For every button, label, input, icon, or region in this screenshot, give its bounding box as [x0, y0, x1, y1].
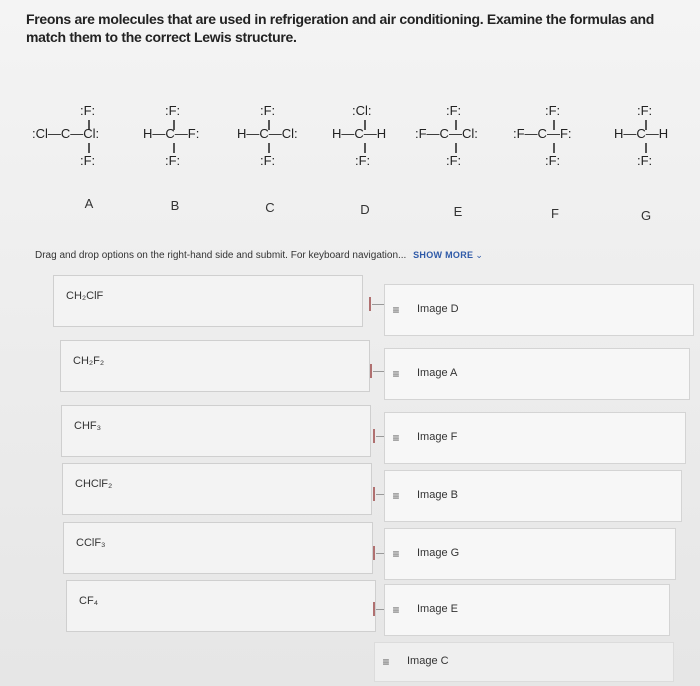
structure-d — [332, 103, 386, 168]
answer-label: Image G — [417, 547, 460, 559]
structure-c — [237, 103, 298, 168]
connector-line — [372, 304, 384, 305]
svg-text::F:: :F: — [355, 153, 371, 168]
answer-card[interactable] — [384, 470, 682, 522]
svg-text::F:: :F: — [545, 153, 561, 168]
structure-g — [614, 103, 668, 168]
drag-handle-icon[interactable]: ≡ — [392, 367, 400, 381]
drag-handle-icon[interactable]: ≡ — [392, 547, 400, 561]
svg-text::F:: :F: — [80, 153, 96, 168]
slot-divider — [373, 429, 375, 443]
svg-text::F:: :F: — [80, 103, 96, 118]
formula-label: CClF₃ — [76, 537, 106, 549]
connector-line — [376, 494, 384, 495]
connector-line — [376, 436, 384, 437]
svg-text::F:: :F: — [165, 103, 181, 118]
formula-slot — [60, 340, 370, 392]
answer-card[interactable] — [384, 584, 670, 636]
formula-slot — [63, 522, 373, 574]
answer-label: Image B — [417, 489, 458, 501]
drag-handle-icon[interactable]: ≡ — [392, 303, 400, 317]
structure-label-a: A — [84, 196, 94, 211]
drag-handle-icon[interactable]: ≡ — [382, 655, 390, 669]
svg-text:H—C—H: H—C—H — [332, 126, 387, 141]
structure-e — [415, 103, 478, 168]
chevron-down-icon[interactable]: ⌄ — [475, 250, 483, 260]
svg-text::F:: :F: — [260, 153, 276, 168]
connector-line — [376, 553, 384, 554]
slot-divider — [373, 602, 375, 616]
svg-text::F:: :F: — [545, 103, 561, 118]
instructions-text: Drag and drop options on the right-hand side and submit. For keyboard navigation... — [35, 250, 410, 261]
structure-label-b: B — [170, 198, 180, 213]
lewis-structures-panel — [0, 60, 700, 240]
structure-a — [32, 103, 99, 168]
answer-card-unassigned[interactable] — [374, 642, 674, 682]
structure-f — [513, 103, 572, 168]
connector-line — [376, 609, 384, 610]
answer-card[interactable] — [384, 348, 690, 400]
question-text: Freons are molecules that are used in refrigeration and air conditioning. Examine the formulas and match them to the correct Lewis structure. — [26, 11, 654, 45]
drag-handle-icon[interactable]: ≡ — [392, 431, 400, 445]
lewis-structures-drawing — [0, 60, 700, 240]
structure-label-f: F — [551, 206, 559, 221]
answer-card[interactable] — [384, 284, 694, 336]
svg-text::F:: :F: — [446, 103, 462, 118]
svg-text::F:: :F: — [637, 153, 653, 168]
formula-label: CH₂ClF — [66, 290, 104, 302]
slot-divider — [373, 487, 375, 501]
formula-slot — [53, 275, 363, 327]
answer-card[interactable] — [384, 528, 676, 580]
structure-b — [143, 103, 199, 168]
slot-divider — [373, 546, 375, 560]
svg-text::F—C—F:: :F—C—F: — [513, 126, 572, 141]
drag-handle-icon[interactable]: ≡ — [392, 603, 400, 617]
answer-label: Image F — [417, 431, 458, 443]
formula-label: CHClF₂ — [75, 478, 113, 490]
svg-text:H—C—H: H—C—H — [614, 126, 669, 141]
formula-label: CF₄ — [79, 595, 99, 607]
structure-label-e: E — [453, 204, 463, 219]
structure-label-c: C — [265, 200, 275, 215]
svg-text::F—C—Cl:: :F—C—Cl: — [415, 126, 478, 141]
svg-text::F:: :F: — [165, 153, 181, 168]
formula-slot — [66, 580, 376, 632]
formula-slot — [61, 405, 371, 457]
answer-label: Image C — [407, 655, 449, 667]
show-more-link[interactable]: SHOW MORE — [413, 250, 474, 260]
svg-text::Cl:: :Cl: — [352, 103, 372, 118]
drag-handle-icon[interactable]: ≡ — [392, 489, 400, 503]
formula-slot — [62, 463, 372, 515]
answer-label: Image E — [417, 603, 458, 615]
answer-label: Image D — [417, 303, 459, 315]
svg-text::Cl—C—Cl:: :Cl—C—Cl: — [32, 126, 100, 141]
svg-text:H—C—Cl:: H—C—Cl: — [237, 126, 298, 141]
svg-text:H—C—F:: H—C—F: — [143, 126, 200, 141]
slot-divider — [369, 297, 371, 311]
structure-label-d: D — [360, 202, 370, 217]
slot-divider — [370, 364, 372, 378]
svg-text::F:: :F: — [260, 103, 276, 118]
answer-card[interactable] — [384, 412, 686, 464]
formula-label: CHF₃ — [74, 420, 102, 432]
svg-text::F:: :F: — [446, 153, 462, 168]
answer-label: Image A — [417, 367, 458, 379]
connector-line — [373, 371, 384, 372]
svg-text::F:: :F: — [637, 103, 653, 118]
formula-label: CH₂F₂ — [73, 355, 105, 367]
structure-label-g: G — [640, 208, 652, 223]
instructions — [35, 250, 483, 261]
